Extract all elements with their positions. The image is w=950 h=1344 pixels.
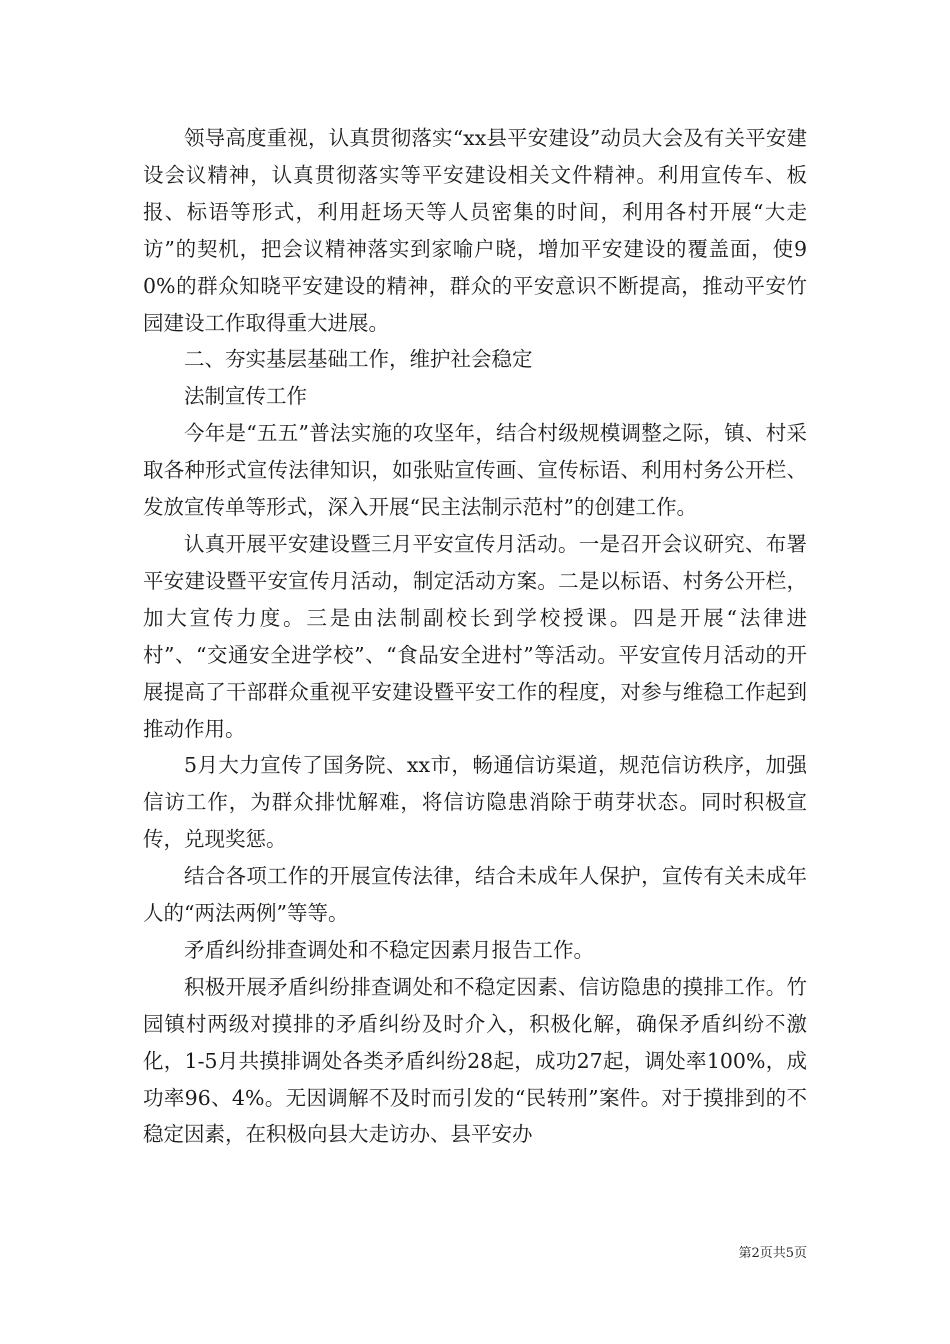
body-paragraph: 结合各项工作的开展宣传法律，结合未成年人保护，宣传有关未成年人的“两法两例”等等。 <box>143 864 807 926</box>
body-paragraph: 认真开展平安建设暨三月平安宣传月活动。一是召开会议研究、布署平安建设暨平安宣传月活动，制定活动方案。二是以标语、村务公开栏，加大宣传力度。三是由法制副校长到学校授课。四是开展“法律进村”、“交通安全进学校”、“食品安全进村”等活动。平安宣传月活动的开展提高了干部群众重视平安建设暨平安工作的程度，对参与维稳工作起到推动作用。 <box>143 531 807 741</box>
section-heading: 二、夯实基层基础工作，维护社会稳定 <box>184 347 533 372</box>
body-paragraph: 今年是“五五”普法实施的攻坚年，结合村级规模调整之际，镇、村采取各种形式宣传法律知识，如张贴宣传画、宣传标语、利用村务公开栏、发放宣传单等形式，深入开展“民主法制示范村”的创建工作。 <box>143 421 807 520</box>
body-paragraph: 领导高度重视，认真贯彻落实“xx县平安建设”动员大会及有关平安建设会议精神，认真贯彻落实等平安建设相关文件精神。利用宣传车、板报、标语等形式，利用赶场天等人员密集的时间，利用各村开展“大走访”的契机，把会议精神落实到家喻户晓，增加平安建设的覆盖面，使90%的群众知晓平安建设的精神，群众的平安意识不断提高，推动平安竹园建设工作取得重大进展。 <box>143 126 807 335</box>
body-paragraph: 5月大力宣传了国务院、xx市，畅通信访渠道，规范信访秩序，加强信访工作，为群众排忧解难，将信访隐患消除于萌芽状态。同时积极宣传，兑现奖惩。 <box>143 753 807 852</box>
subsection-heading: 法制宣传工作 <box>184 384 307 409</box>
subsection-heading: 矛盾纠纷排查调处和不稳定因素月报告工作。 <box>184 937 594 962</box>
document-body <box>143 120 807 1153</box>
page-number: 第2页共5页 <box>738 1246 807 1261</box>
body-paragraph: 积极开展矛盾纠纷排查调处和不稳定因素、信访隐患的摸排工作。竹园镇村两级对摸排的矛盾纠纷及时介入，积极化解，确保矛盾纠纷不激化，1-5月共摸排调处各类矛盾纠纷28起，成功27起，调处率100%，成功率96、4%。无因调解不及时而引发的“民转刑”案件。对于摸排到的不稳定因素，在积极向县大走访办、县平安办 <box>143 974 807 1147</box>
